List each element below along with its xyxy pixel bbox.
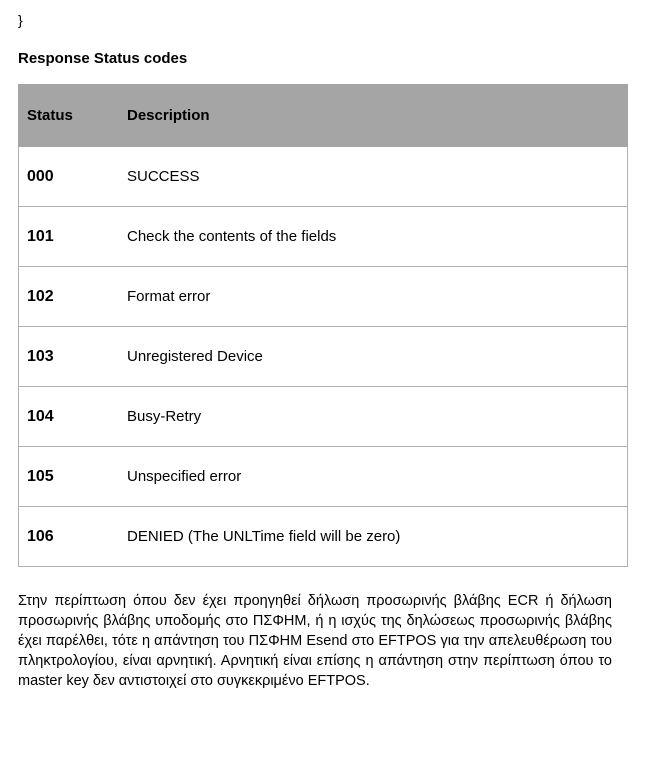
status-code-cell: 000 [19, 147, 120, 207]
status-code-cell: 102 [19, 267, 120, 327]
description-cell: Format error [119, 267, 628, 327]
status-code-cell: 103 [19, 327, 120, 387]
status-code-cell: 105 [19, 447, 120, 507]
table-row [19, 507, 628, 567]
table-row [19, 447, 628, 507]
status-code-cell: 106 [19, 507, 120, 567]
section-title: Response Status codes [18, 50, 188, 67]
table-row [19, 147, 628, 207]
table-row [19, 267, 628, 327]
status-column-header: Status [19, 85, 120, 147]
table-header-row [19, 85, 628, 147]
description-cell: Unregistered Device [119, 327, 628, 387]
body-paragraph: Στην περίπτωση όπου δεν έχει προηγηθεί δήλωση προσωρινής βλάβης ECR ή δήλωση προσωρινής βλάβης υποδομής στο ΠΣΦΗΜ, ή η ισχύς της δηλώσεως προσωρινής βλάβης έχει παρέλθει, τότε η απάντηση του ΠΣΦΗΜ Esend στο EFTPOS για την απελευθέρωση του πληκτρολογίου, είναι αρνητική. Αρνητική είναι επίσης η απάντηση στην περίπτωση όπου το master key δεν αντιστοιχεί στο συγκεκριμένο EFTPOS. [18, 593, 612, 689]
table-row [19, 327, 628, 387]
status-codes-table [18, 84, 628, 567]
description-cell: Unspecified error [119, 447, 628, 507]
status-code-cell: 101 [19, 207, 120, 267]
description-cell: SUCCESS [119, 147, 628, 207]
description-cell: Check the contents of the fields [119, 207, 628, 267]
description-cell: DENIED (The UNLTime field will be zero) [119, 507, 628, 567]
table-row [19, 387, 628, 447]
description-column-header: Description [119, 85, 628, 147]
table-row [19, 207, 628, 267]
closing-brace: } [18, 12, 23, 28]
description-cell: Busy-Retry [119, 387, 628, 447]
status-code-cell: 104 [19, 387, 120, 447]
